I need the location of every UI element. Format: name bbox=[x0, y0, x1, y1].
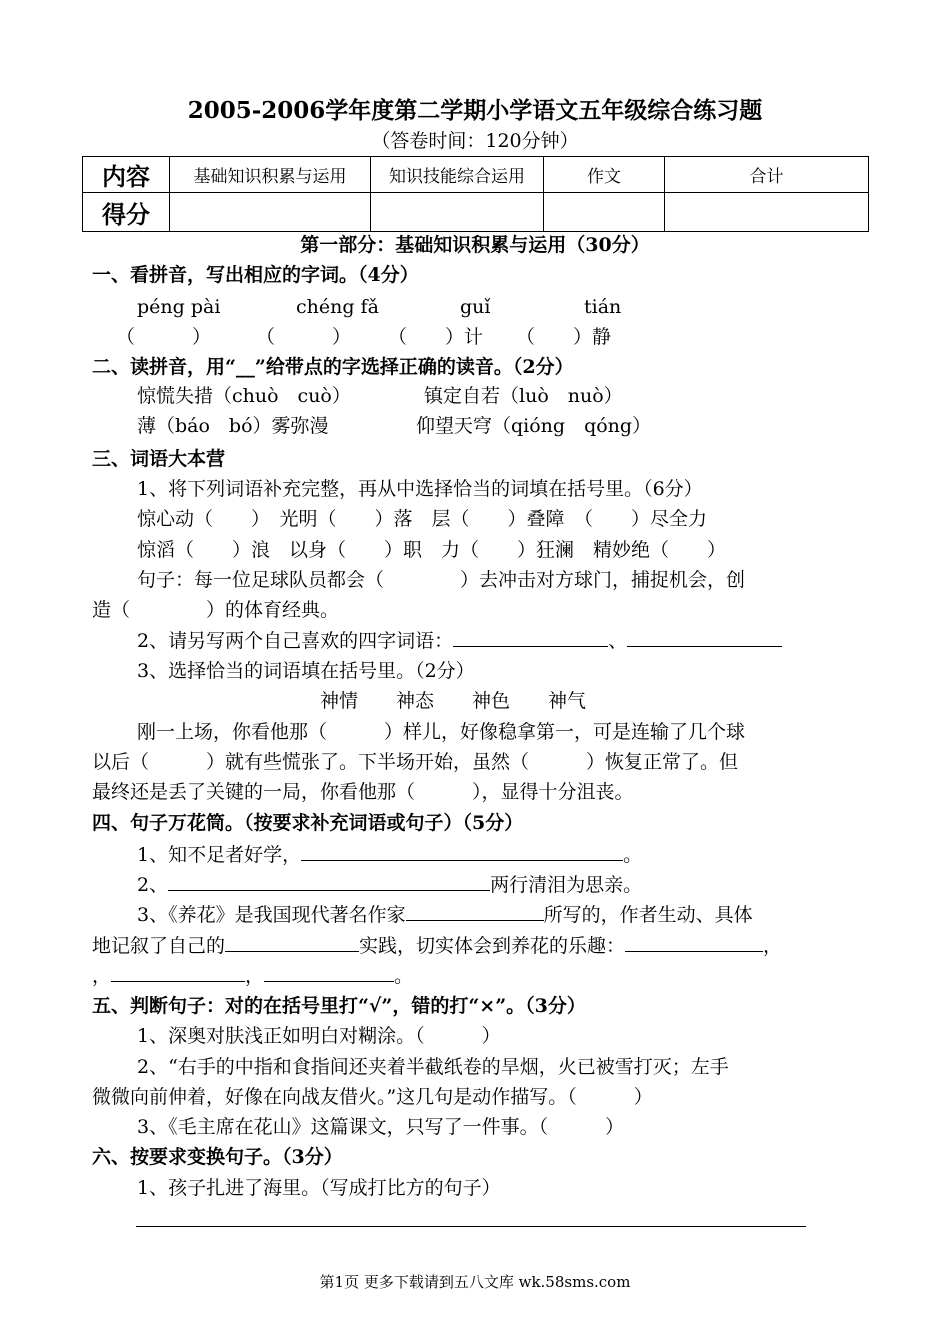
part1-title: 第一部分：基础知识积累与运用（30分） bbox=[300, 234, 650, 256]
q4-s3-comma: ， bbox=[763, 935, 783, 957]
q4-s2 bbox=[137, 870, 642, 900]
q4-s3-cont bbox=[92, 931, 782, 961]
q3-words-row[interactable]: 惊心动（ ） 光明（ ）落 层（ ）叠障 （ ）尽全力 bbox=[137, 508, 708, 530]
answer-blank[interactable] bbox=[301, 840, 623, 861]
q1-pinyin: chéng fǎ bbox=[296, 296, 379, 318]
q3-words-row[interactable]: 惊滔（ ）浪 以身（ ）职 力（ ）狂澜 精妙绝（ ） bbox=[137, 539, 727, 561]
q4-title: 四、句子万花筒。（按要求补充词语或句子）（5分） bbox=[92, 812, 524, 834]
q4-s3-comma: ， bbox=[245, 965, 265, 987]
answer-blank[interactable] bbox=[627, 626, 782, 647]
q4-s3-text: 3、《养花》是我国现代著名作家 bbox=[137, 904, 406, 926]
q1-title: 一、看拼音，写出相应的字词。（4分） bbox=[92, 264, 419, 286]
score-table-header: 内容 bbox=[83, 157, 170, 193]
q3-paragraph[interactable]: 最终还是丢了关键的一局，你看他那（ ），显得十分沮丧。 bbox=[92, 781, 634, 803]
q1-answer-bracket[interactable]: （ ）静 bbox=[516, 326, 612, 348]
answer-blank[interactable] bbox=[406, 900, 544, 921]
q1-pinyin: guǐ bbox=[460, 296, 491, 318]
score-cell[interactable] bbox=[665, 193, 869, 232]
q5-item[interactable]: 微微向前伸着，好像在向战友借火。”这几句是动作描写。（ ） bbox=[92, 1086, 653, 1108]
q4-s1-text: 1、知不足者好学， bbox=[137, 844, 302, 866]
q4-s3 bbox=[137, 900, 753, 930]
q3-word-options: 神情 神态 神色 神气 bbox=[320, 690, 587, 712]
q3-sentence[interactable]: 造（ ）的体育经典。 bbox=[92, 599, 340, 621]
q1-answer-bracket[interactable]: （ ）计 bbox=[388, 326, 484, 348]
answer-blank[interactable] bbox=[111, 961, 245, 982]
q4-s3-text: 地记叙了自己的 bbox=[92, 935, 226, 957]
q1-pinyin: tián bbox=[584, 296, 622, 318]
page-footer: 第1页 更多下载请到五八文库 wk.58sms.com bbox=[319, 1273, 631, 1291]
q6-title: 六、按要求变换句子。（3分） bbox=[92, 1146, 343, 1168]
score-table-header: 合计 bbox=[665, 157, 869, 193]
q4-s3-text: 实践，切实体会到养花的乐趣： bbox=[359, 935, 626, 957]
score-cell[interactable] bbox=[170, 193, 371, 232]
q1-answer-bracket[interactable]: （ ） bbox=[116, 326, 212, 348]
q3-s2 bbox=[137, 626, 782, 656]
q4-s3-text: 所写的，作者生动、具体 bbox=[543, 904, 753, 926]
q5-item[interactable]: 3、《毛主席在花山》这篇课文，只写了一件事。（ ） bbox=[137, 1116, 625, 1138]
q2-item[interactable]: 薄（báo bó）雾弥漫 bbox=[137, 415, 329, 437]
score-row-label: 得分 bbox=[83, 193, 170, 232]
answer-blank[interactable] bbox=[453, 626, 608, 647]
q5-title: 五、判断句子：对的在括号里打“√”，错的打“×”。（3分） bbox=[92, 995, 586, 1017]
answer-blank[interactable] bbox=[625, 931, 763, 952]
q1-pinyin: péng pài bbox=[137, 296, 221, 318]
q3-s3-title: 3、选择恰当的词语填在括号里。（2分） bbox=[137, 660, 475, 682]
q4-s1-end: 。 bbox=[623, 844, 643, 866]
q1-answer-bracket[interactable]: （ ） bbox=[256, 326, 352, 348]
score-table-header: 作文 bbox=[544, 157, 665, 193]
q4-s1 bbox=[137, 840, 642, 870]
q4-s2-num: 2、 bbox=[137, 874, 169, 896]
q3-sentence[interactable]: 句子：每一位足球队员都会（ ）去冲击对方球门，捕捉机会，创 bbox=[137, 569, 746, 591]
q2-item[interactable]: 惊慌失措（chuò cuò） bbox=[137, 385, 351, 407]
score-cell[interactable] bbox=[371, 193, 544, 232]
q3-s2-separator: 、 bbox=[608, 630, 628, 652]
score-table-header: 基础知识积累与运用 bbox=[170, 157, 371, 193]
answer-blank[interactable] bbox=[225, 931, 359, 952]
q5-item: 2、“右手的中指和食指间还夹着半截纸卷的旱烟，火已被雪打灭；左手 bbox=[137, 1056, 729, 1078]
q2-item[interactable]: 镇定自若（luò nuò） bbox=[424, 385, 623, 407]
q3-paragraph[interactable]: 刚一上场，你看他那（ ）样儿，好像稳拿第一，可是连输了几个球 bbox=[137, 721, 746, 743]
page-title: 2005-2006学年度第二学期小学语文五年级综合练习题 bbox=[187, 97, 763, 124]
answer-blank[interactable] bbox=[264, 961, 394, 982]
answer-line[interactable] bbox=[136, 1226, 806, 1227]
q3-s1-title: 1、将下列词语补充完整，再从中选择恰当的词填在括号里。（6分） bbox=[137, 478, 703, 500]
q3-s2-label: 2、请另写两个自己喜欢的四字词语： bbox=[137, 630, 454, 652]
q4-s3-cont bbox=[92, 961, 413, 991]
answer-blank[interactable] bbox=[168, 870, 490, 891]
q4-s3-comma: ， bbox=[92, 965, 112, 987]
q3-title: 三、词语大本营 bbox=[92, 448, 226, 470]
q5-item[interactable]: 1、深奥对肤浅正如明白对糊涂。（ ） bbox=[137, 1025, 501, 1047]
q4-s3-end: 。 bbox=[394, 965, 414, 987]
q4-s2-text: 两行清泪为思亲。 bbox=[490, 874, 643, 896]
q2-title: 二、读拼音，用“__”给带点的字选择正确的读音。（2分） bbox=[92, 356, 574, 378]
q3-paragraph[interactable]: 以后（ ）就有些慌张了。下半场开始，虽然（ ）恢复正常了。但 bbox=[92, 751, 739, 773]
q2-item[interactable]: 仰望天穹（qióng qóng） bbox=[416, 415, 652, 437]
score-table-header: 知识技能综合运用 bbox=[371, 157, 544, 193]
score-cell[interactable] bbox=[544, 193, 665, 232]
score-table bbox=[82, 156, 869, 232]
exam-time: （答卷时间：120分钟） bbox=[371, 130, 579, 152]
q6-item: 1、孩子扎进了海里。（写成打比方的句子） bbox=[137, 1177, 501, 1199]
